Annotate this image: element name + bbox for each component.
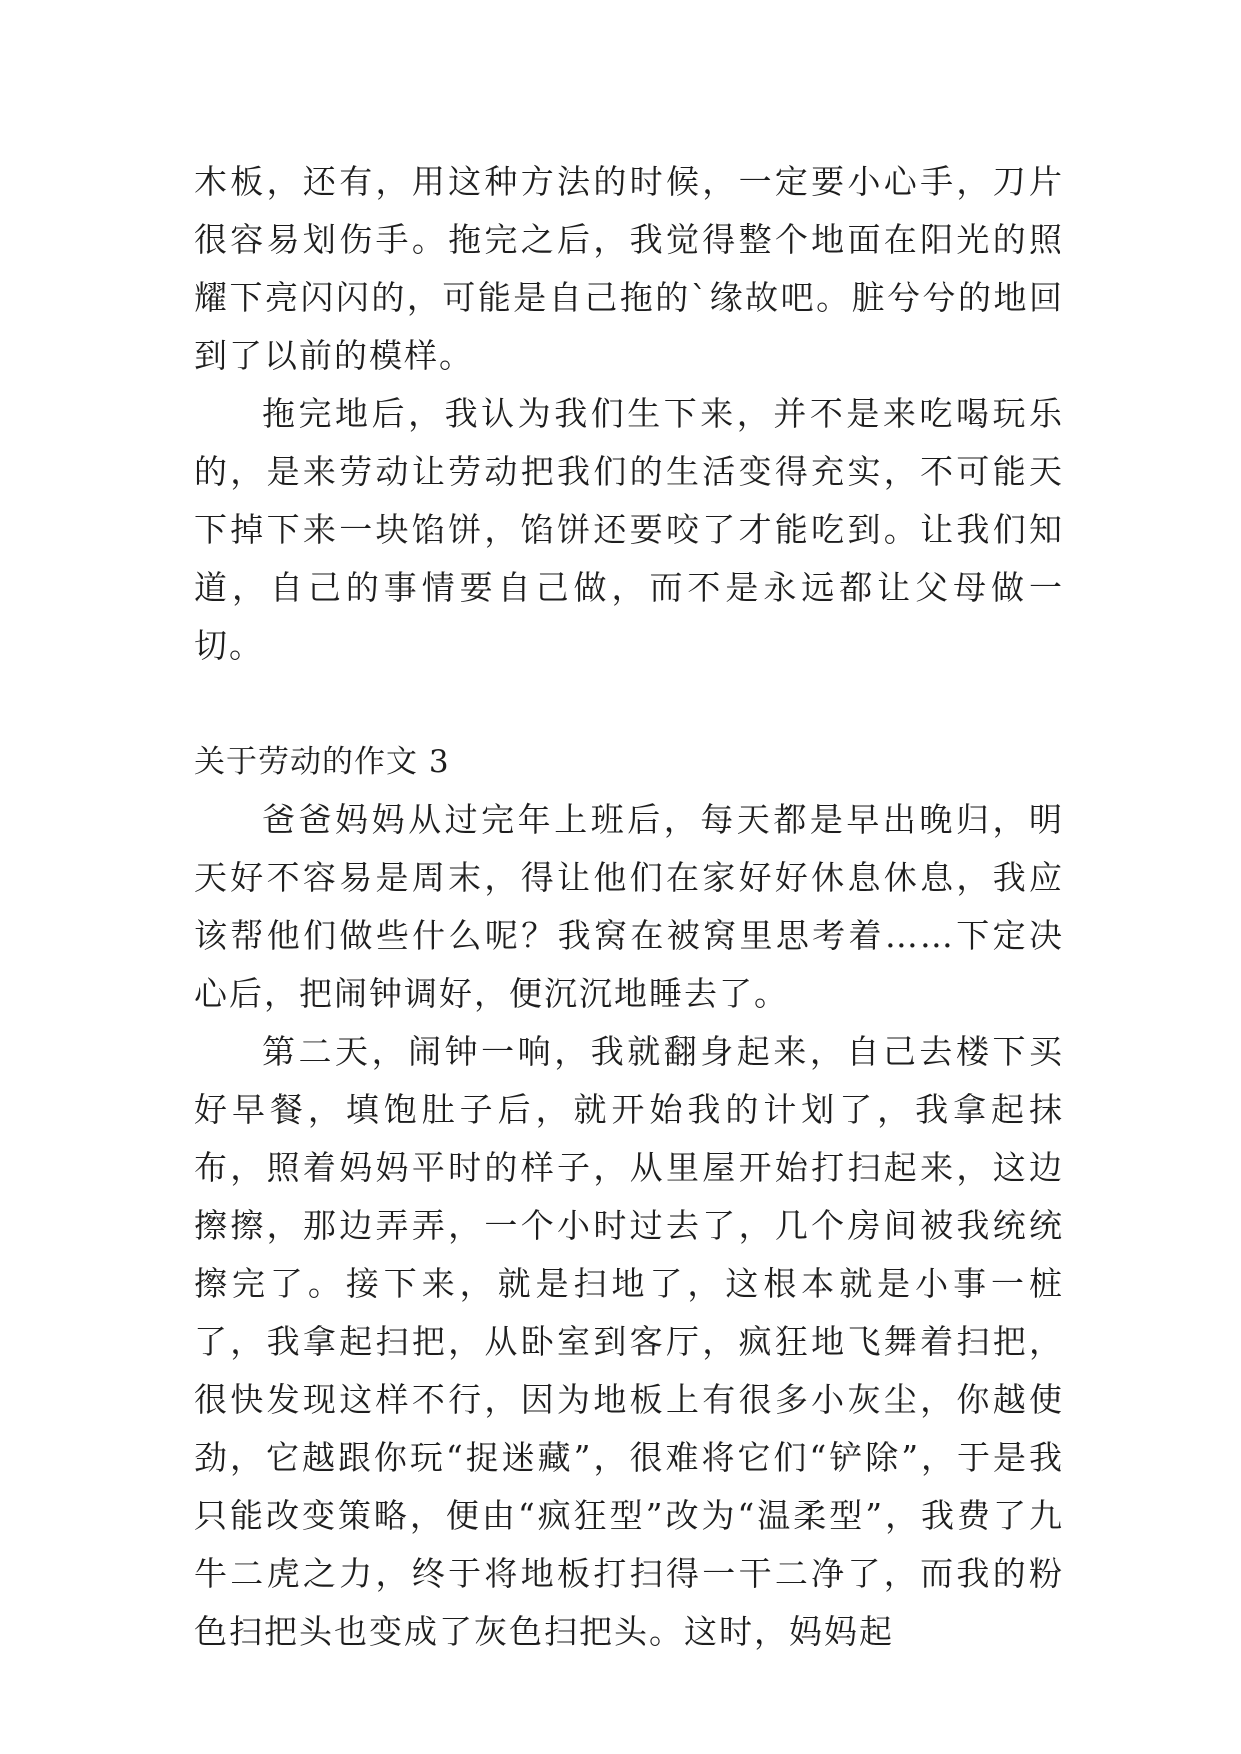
paragraph-reflection: 拖完地后，我认为我们生下来，并不是来吃喝玩乐的，是来劳动让劳动把我们的生活变得充实，不可能天下掉下来一块馅饼，馅饼还要咬了才能吃到。让我们知道，自己的事情要自己做，而不是永远都让父母做一切。 [194,394,1064,665]
paragraph-continued: 木板，还有，用这种方法的时候，一定要小心手，刀片很容易划伤手。拖完之后，我觉得整个地面在阳光的照耀下亮闪闪的，可能是自己拖的`缘故吧。脏兮兮的地回到了以前的模样。 [194,162,1064,375]
document-body [194,153,1064,1661]
section-heading: 关于劳动的作文 3 [194,744,450,780]
paragraph-intro: 爸爸妈妈从过完年上班后，每天都是早出晚归，明天好不容易是周末，得让他们在家好好休息休息，我应该帮他们做些什么呢？我窝在被窝里思考着……下定决心后，把闹钟调好，便沉沉地睡去了。 [194,800,1064,1013]
section-spacer [194,675,1064,733]
paragraph-narrative: 第二天，闹钟一响，我就翻身起来，自己去楼下买好早餐，填饱肚子后，就开始我的计划了，我拿起抹布，照着妈妈平时的样子，从里屋开始打扫起来，这边擦擦，那边弄弄，一个小时过去了，几个房间被我统统擦完了。接下来，就是扫地了，这根本就是小事一桩了，我拿起扫把，从卧室到客厅，疯狂地飞舞着扫把，很快发现这样不行，因为地板上有很多小灰尘，你越使劲，它越跟你玩“捉迷藏”，很难将它们“铲除”，于是我只能改变策略，便由“疯狂型”改为“温柔型”，我费了九牛二虎之力，终于将地板打扫得一干二净了，而我的粉色扫把头也变成了灰色扫把头。这时，妈妈起 [194,1032,1064,1651]
